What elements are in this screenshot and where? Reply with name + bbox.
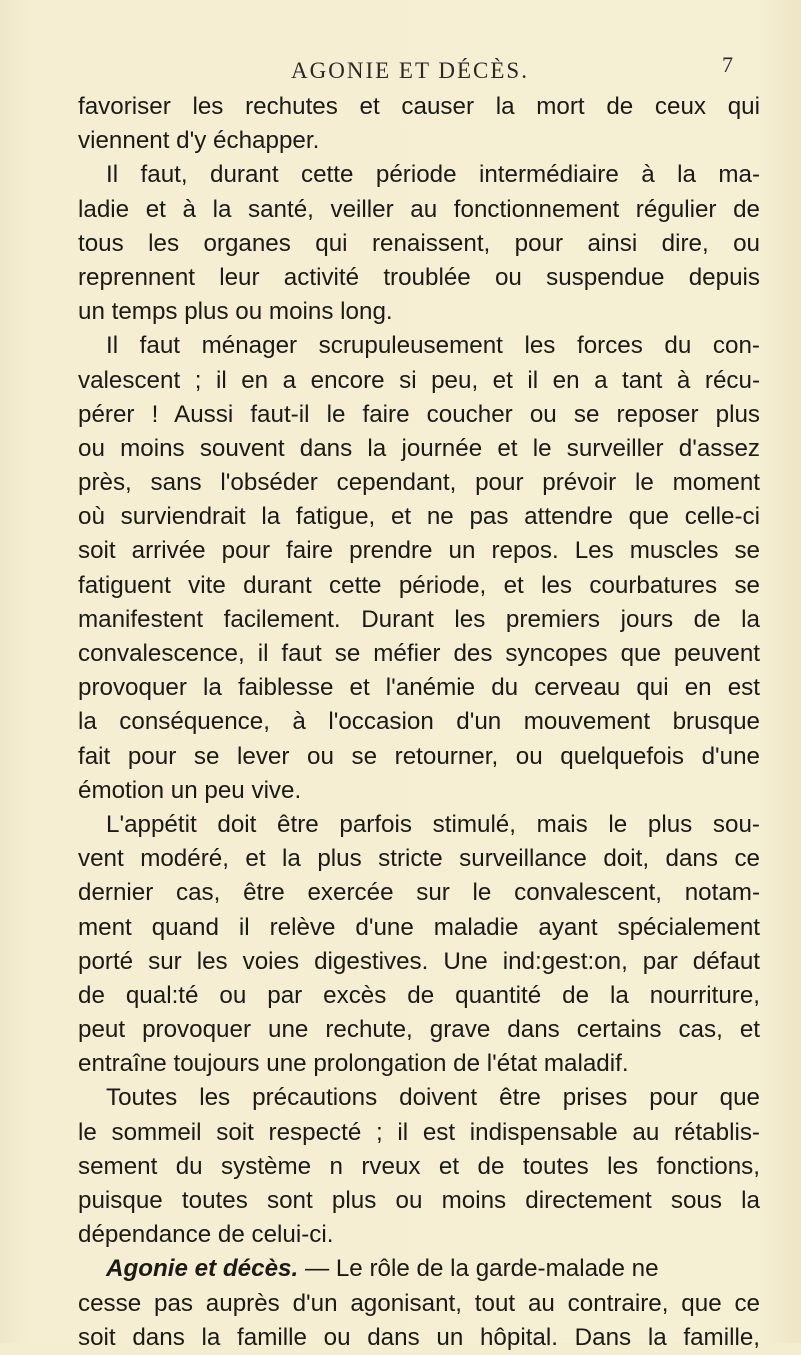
section-text: — Le rôle de la garde-malade ne <box>298 1255 659 1283</box>
text-line: puisque toutes sont plus ou moins directement sous la <box>78 1187 760 1214</box>
text-line: viennent d'y échapper. <box>78 127 320 155</box>
text-line: ladie et à la santé, veiller au fonctionnement régulier de <box>78 195 760 223</box>
text-line: fatiguent vite durant cette période, et les courbatures se <box>78 571 760 599</box>
page-number: 7 <box>722 52 733 77</box>
body-text <box>78 90 760 1355</box>
text-line: Il faut, durant cette période intermédiaire à la ma- <box>106 161 760 189</box>
text-line: où surviendrait la fatigue, et ne pas attendre que celle-ci <box>78 503 760 531</box>
text-line: de qual:té ou par excès de quantité de la nourriture, <box>78 981 760 1009</box>
running-title: AGONIE ET DÉCÈS. <box>291 58 529 83</box>
text-line: près, sans l'obséder cependant, pour prévoir le moment <box>78 469 760 497</box>
text-line: favoriser les rechutes et causer la mort de ceux qui <box>78 93 760 120</box>
section-title: Agonie et décès. <box>106 1255 299 1283</box>
text-line: sement du système n rveux et de toutes les fonctions, <box>78 1152 760 1180</box>
section-heading-line <box>78 1252 760 1286</box>
text-line: valescent ; il en a encore si peu, et il en a tant à récu- <box>78 366 760 394</box>
text-line: cesse pas auprès d'un agonisant, tout au contraire, que ce <box>78 1289 760 1317</box>
text-line: provoquer la faiblesse et l'anémie du cerveau qui en est <box>78 674 760 702</box>
text-line: un temps plus ou moins long. <box>78 298 393 326</box>
text-line: Il faut ménager scrupuleusement les forces du con- <box>106 332 760 360</box>
text-line: ou moins souvent dans la journée et le surveiller d'assez <box>78 434 760 462</box>
text-line: entraîne toujours une prolongation de l'état maladif. <box>78 1050 629 1078</box>
text-line: ment quand il relève d'une maladie ayant spécialement <box>78 913 760 941</box>
running-head <box>0 52 801 92</box>
text-line: Toutes les précautions doivent être prises pour que <box>106 1084 760 1112</box>
text-line: dépendance de celui-ci. <box>78 1221 334 1249</box>
text-line: porté sur les voies digestives. Une ind:gest:on, par défaut <box>78 947 760 975</box>
text-line: convalescence, il faut se méfier des syncopes que peuvent <box>78 640 760 667</box>
text-line: reprennent leur activité troublée ou suspendue depuis <box>78 263 760 291</box>
text-line: fait pour se lever ou se retourner, ou quelquefois d'une <box>78 742 760 770</box>
text-line: émotion un peu vive. <box>78 776 302 804</box>
text-line: peut provoquer une rechute, grave dans certains cas, et <box>78 1016 760 1044</box>
text-line: soit dans la famille ou dans un hôpital. Dans la famille, <box>78 1323 760 1351</box>
text-line: soit arrivée pour faire prendre un repos. Les muscles se <box>78 537 760 565</box>
text-line: pérer ! Aussi faut-il le faire coucher ou se reposer plus <box>78 400 760 428</box>
text-line: manifestent facilement. Durant les premiers jours de la <box>78 605 760 633</box>
text-line: dernier cas, être exercée sur le convalescent, notam- <box>78 879 760 907</box>
text-line: le sommeil soit respecté ; il est indispensable au rétablis- <box>78 1118 760 1146</box>
text-line: L'appétit doit être parfois stimulé, mais le plus sou- <box>106 810 760 838</box>
text-line: tous les organes qui renaissent, pour ainsi dire, ou <box>78 229 760 257</box>
text-line: vent modéré, et la plus stricte surveillance doit, dans ce <box>78 845 760 873</box>
text-line: la conséquence, à l'occasion d'un mouvement brusque <box>78 708 760 736</box>
